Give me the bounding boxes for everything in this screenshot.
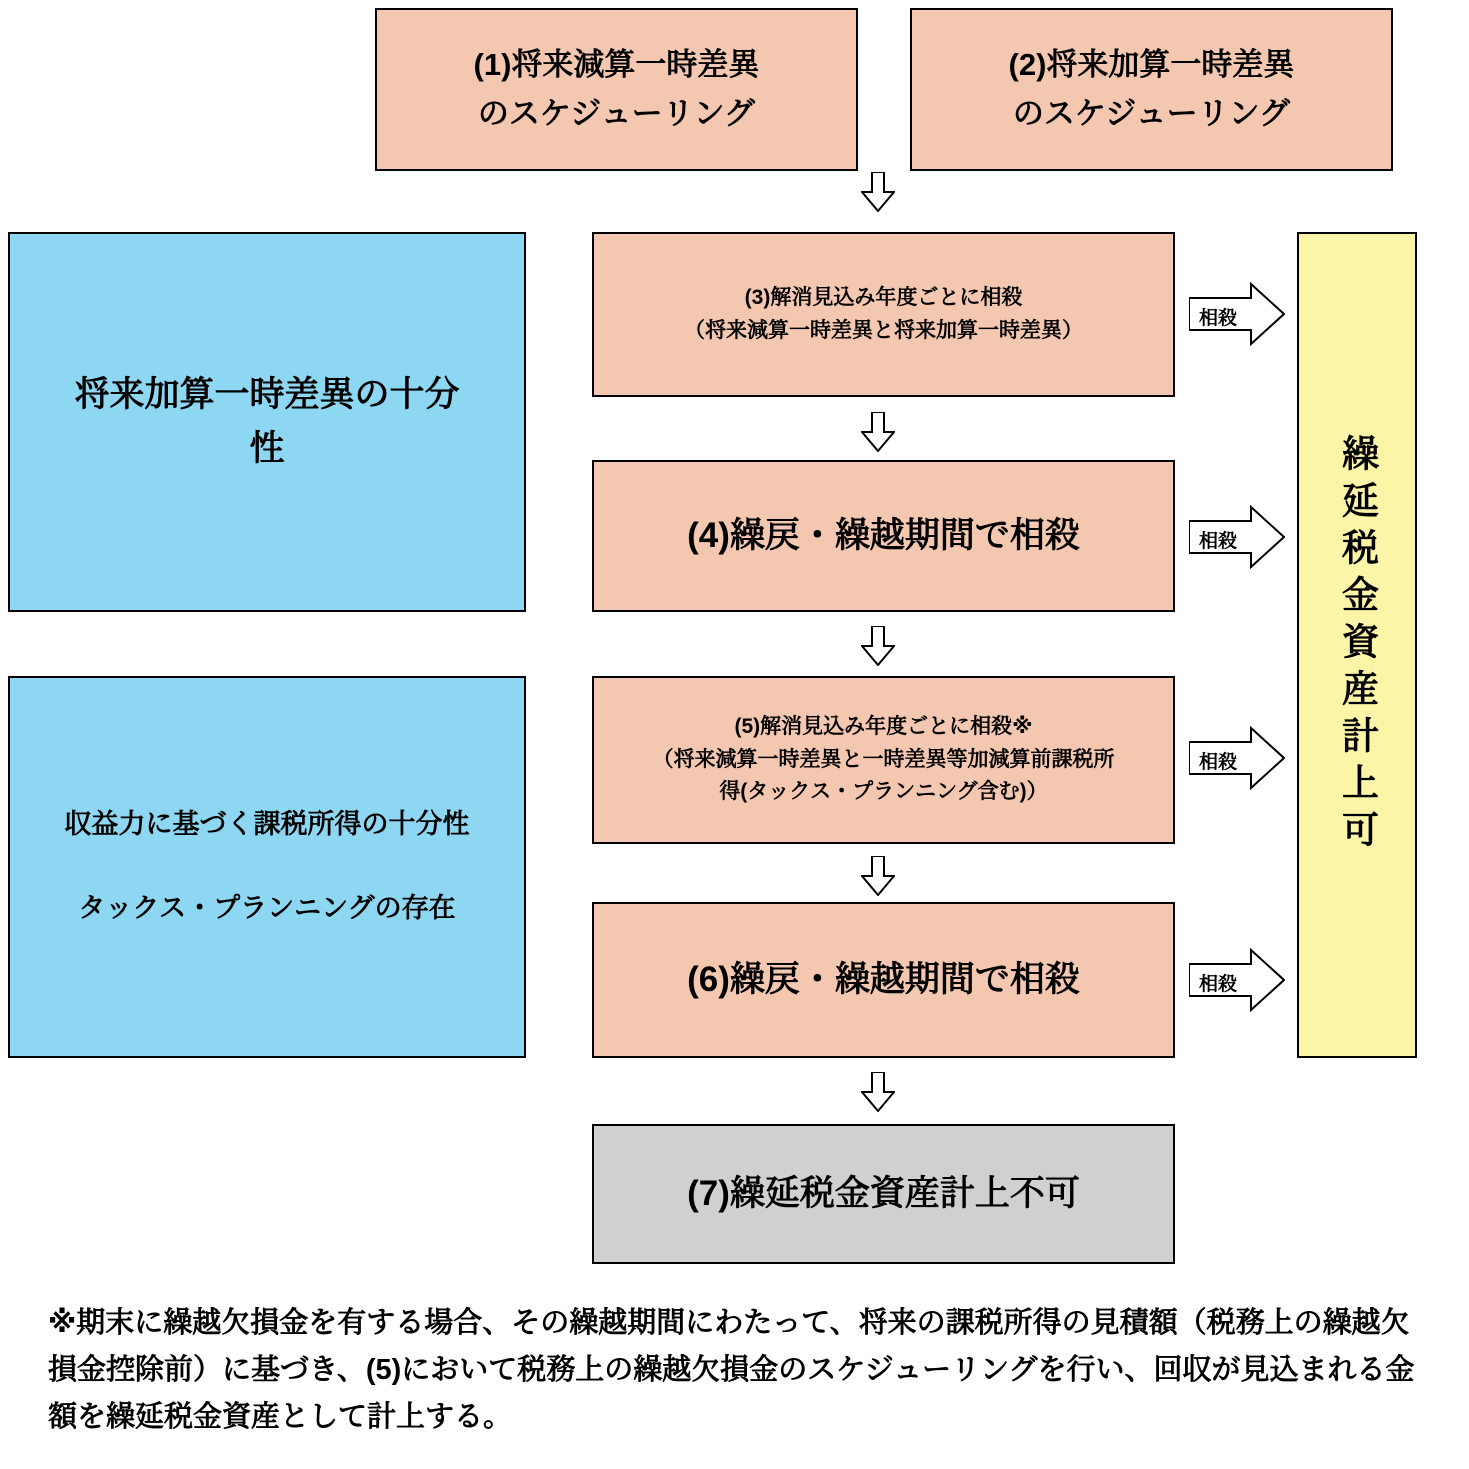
box-deferred-tax-asset-recognizable xyxy=(1297,232,1417,1058)
left-box-2-line2: タックス・プランニングの存在 xyxy=(78,893,456,923)
box-step-1-line1: (1)将来減算一時差異 xyxy=(473,47,760,83)
box-step-1 xyxy=(375,8,858,171)
arrow-label-offset-1: 相殺 xyxy=(1199,308,1238,329)
arrow-down-to-step-4 xyxy=(861,412,895,452)
box-step-6-line1: (6)繰戻・繰越期間で相殺 xyxy=(687,959,1080,999)
left-box-2-line1: 収益力に基づく課税所得の十分性 xyxy=(64,809,470,840)
box-step-2 xyxy=(910,8,1393,171)
arrow-label-offset-3: 相殺 xyxy=(1199,752,1238,773)
arrow-down-to-step-7 xyxy=(861,1072,895,1112)
box-step-4 xyxy=(592,460,1175,612)
box-step-3-line2: （将来減算一時差異と将来加算一時差異） xyxy=(684,318,1083,342)
box-step-2-line2: のスケジューリング xyxy=(1012,95,1291,131)
box-step-2-line1: (2)将来加算一時差異 xyxy=(1008,47,1295,83)
box-step-7-line1: (7)繰延税金資産計上不可 xyxy=(687,1173,1080,1213)
box-step-5-line3: 得(タックス・プランニング含む)） xyxy=(719,780,1048,804)
box-step-5 xyxy=(592,676,1175,844)
box-step-4-line1: (4)繰戻・繰越期間で相殺 xyxy=(687,515,1080,555)
box-step-6 xyxy=(592,902,1175,1058)
arrow-down-to-step-5 xyxy=(861,626,895,666)
right-box-text: 繰延税金資産計上可 xyxy=(1336,433,1378,857)
arrow-label-offset-2: 相殺 xyxy=(1199,531,1238,552)
box-step-1-line2: のスケジューリング xyxy=(477,95,756,131)
box-step-5-line1: (5)解消見込み年度ごとに相殺※ xyxy=(734,715,1033,739)
left-box-1-line1: 将来加算一時差異の十分 xyxy=(74,374,460,414)
arrow-down-to-step-6 xyxy=(861,856,895,896)
box-step-5-line2: （将来減算一時差異と一時差異等加減算前課税所 xyxy=(652,747,1115,771)
footnote-text: ※期末に繰越欠損金を有する場合、その繰越期間にわたって、将来の課税所得の見積額（税務上の繰越欠損金控除前）に基づき、(5)において税務上の繰越欠損金のスケジューリングを行い、回収が見込まれる金額を繰延税金資産として計上する。 xyxy=(48,1307,1415,1433)
arrow-label-offset-4: 相殺 xyxy=(1199,974,1238,995)
box-step-3-line1: (3)解消見込み年度ごとに相殺 xyxy=(744,285,1023,309)
box-sufficiency-future-taxable-temp-diff xyxy=(8,232,526,612)
arrow-down-to-step-3 xyxy=(861,172,895,212)
left-box-1-line2: 性 xyxy=(249,429,285,468)
box-step-7 xyxy=(592,1124,1175,1264)
box-step-3 xyxy=(592,232,1175,397)
box-earning-power-and-tax-planning xyxy=(8,676,526,1058)
